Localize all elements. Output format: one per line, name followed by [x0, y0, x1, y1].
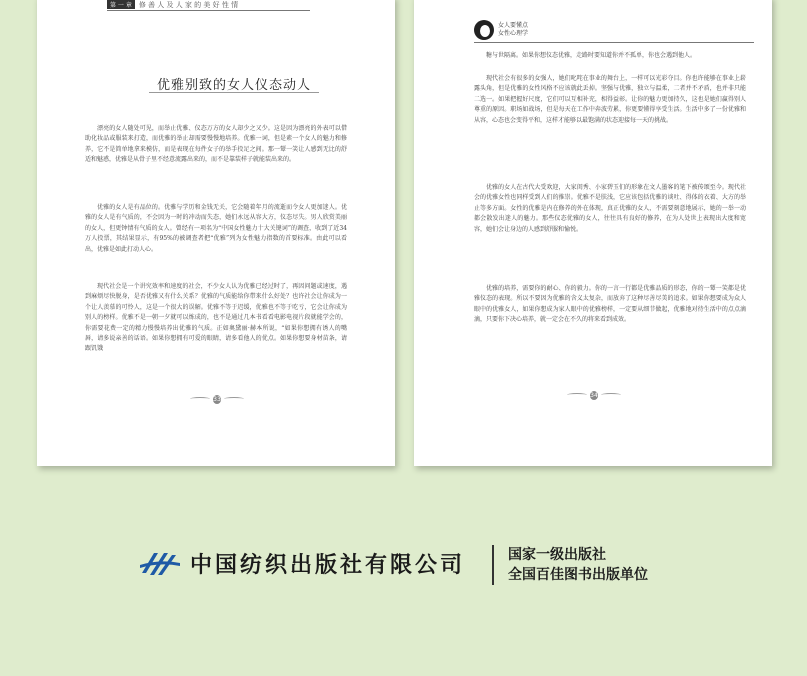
paragraph: 糖与世隔离。如果你想仪态优雅，走路时要知道你并不孤单，你也会遇到他人。	[486, 52, 697, 59]
chapter-tag: 第 一 章	[107, 0, 135, 9]
header-rule	[474, 42, 754, 43]
ornament-swirl-left	[567, 393, 587, 397]
book-page-right	[414, 0, 772, 466]
accolade-2: 全国百佳图书出版单位	[508, 567, 648, 583]
header-line-2: 女性心理学	[498, 30, 529, 37]
paragraph: 优雅的女人是有品位的。优雅与学历和金钱无关，它会随着年月的流逝而令女人更加迷人。优雅的女人是有气质的，不会因为一时的冲动而失态，她们永远从容大方，仪态尽失。男人欣赏美丽的女人，但更钟情有气质的女人。曾经有一项名为“中国女性魅力十大关键词”的调查，收到了近34万人投票，其结果显示，有95%的被调查者把“优雅”列为女性魅力指数的首要标准。由此可以看出，优雅是如此打动人心。	[85, 204, 347, 253]
publisher-logo-icon	[140, 549, 180, 579]
paragraph: 优雅的培养，需要你的耐心、你的毅力。你的一言一行都是优雅品质的形态，你的一颦一笑都是优雅仪态的表现。所以不要因为优雅的含义太复杂，而放弃了这种尽善尽美的追求。如果你想要成为众人眼中的优雅女人，如果你想成为家人眼中的优雅榜样，一定要从细节做起，优雅地对待生活中的点点滴滴，只要你下决心培养，就一定会在不久的将来看到成效。	[474, 285, 746, 324]
ornament-swirl-right	[224, 397, 244, 401]
running-header	[474, 20, 528, 40]
running-header	[107, 0, 238, 9]
header-rule	[107, 10, 310, 11]
page-number: 33	[213, 395, 221, 403]
page-number: 34	[590, 391, 598, 399]
page-number-ornament	[187, 392, 247, 406]
header-line-1: 女人要懂点	[498, 22, 529, 29]
book-page-left	[37, 0, 395, 466]
ornament-swirl-left	[190, 397, 210, 401]
paragraph: 现代社会是一个讲究效率和速度的社会，不少女人认为优雅已经过时了，再因问题或速度，遇到麻烦尽快脱身，是否优雅又有什么关系？优雅的气质能给你带来什么好处？也许社会让你成为一个让人羡慕的可怜人，这是一个很大的误解。优雅不等于迟缓，优雅也不等于吃亏，它会让你成为别人的榜样。优雅不是一朝一夕就可以炼成的，也不是通过几本书看看电影电视片段就能学会的，你需要花费一定的精力慢慢培养出优雅的气质。正如奥黛丽·赫本所说，“如果你想拥有诱人的嘴唇，请多说亲善的话语。如果你想拥有可爱的眼睛，请多看他人的优点。如果你想要身材苗条，请跟饥饿	[85, 283, 347, 353]
publisher-name: 中国纺织出版社有限公司	[190, 553, 466, 578]
title-underline	[149, 92, 319, 93]
ornament-swirl-right	[601, 393, 621, 397]
running-header-text: 修 善 人 及 人 家 的 美 好 性 情	[138, 0, 239, 9]
paragraph: 漂亮的女人随处可见，而举止优雅、仪态万方的女人却少之又少。这是因为漂亮的外表可以借助化妆品或服装来打造，而优雅的举止却需要慢慢地培养。优雅一词，但是素一个女人的魅力和修养，它不是简单地拿来模仿，而是表现在每件女子的举手投足之间。那一颦一笑让人感到无比的舒适和魅惑，优雅是从骨子里不经意流露出来的，而不是靠装样子就能装出来的。	[85, 125, 347, 164]
footer-divider	[492, 545, 494, 585]
accolade-1: 国家一级出版社	[508, 547, 606, 563]
running-header-text	[498, 22, 528, 38]
publisher-accolades	[508, 545, 648, 585]
paragraph: 现代社会有很多的女强人，她们叱咤在事业的舞台上，一样可以光彩夺目。你也许能够在事业上崭露头角，但是优雅的女性风格不应该就此丢掉。坚强与优雅，独立与温柔，二者并不矛盾，也并非只能二选一。如果把握好尺度，它们可以互相补充，相得益彰。让你的魅力更加持久，这也是她们赢得别人尊重的原因。职场如战场，但是每天在工作中奔波劳累，你更要懂得享受生活。生活中多了一份优雅和从容，心态也会变得平和，这样才能够以最饱满的状态迎接每一天的挑战。	[474, 75, 746, 124]
publisher-block	[140, 548, 465, 579]
woman-portrait-icon	[474, 20, 494, 40]
paragraph: 优雅的女人在古代大受欢迎，大家闺秀、小家碧玉们的形象在文人墨客的笔下被传颂至今。现代社会的优雅女性也同样受到人们的推崇。优雅不是肤浅，它应该包括优雅的谈吐、得体的衣着、大方的举止等多方面。女性的优雅是内在修养的外在体现，真正优雅的女人，不需要刻意地展示，她的一举一动都会散发出迷人的魅力。那些仪态优雅的女人，往往具有良好的修养，在为人处世上表现出大度和宽容，她们会让身边的人感到舒服和愉悦。	[474, 184, 746, 233]
page-number-ornament	[564, 388, 624, 402]
chapter-title: 优雅别致的女人仪态动人	[157, 78, 312, 93]
